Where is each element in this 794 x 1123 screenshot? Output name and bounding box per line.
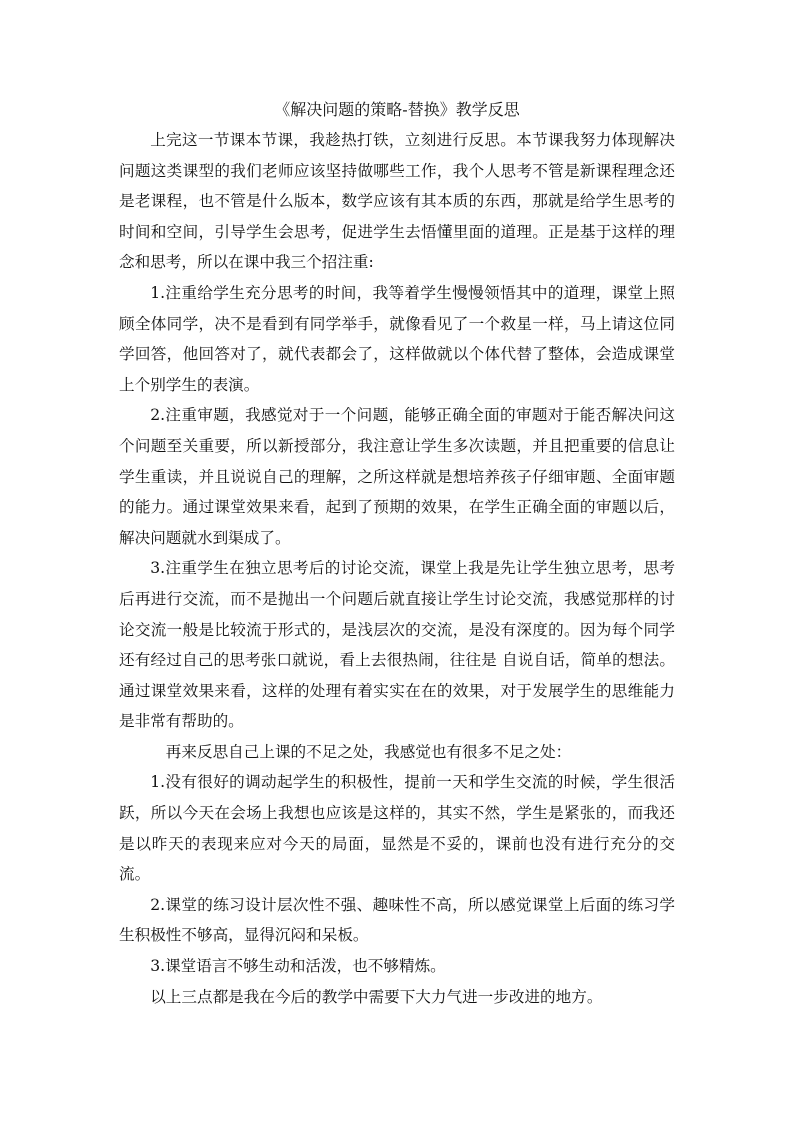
shortcoming-point-2: 2.课堂的练习设计层次性不强、趣味性不高，所以感觉课堂上后面的练习学生积极性不够高，显得沉闷和呆板。: [119, 895, 675, 945]
shortcoming-point-3: 3.课堂语言不够生动和活泼，也不够精炼。: [150, 957, 446, 976]
intro-paragraph: 上完这一节课本节课，我趁热打铁，立刻进行反思。本节课我努力体现解决问题这类课型的我们老师应该坚持做哪些工作，我个人思考不管是新课程理念还是老课程，也不管是什么版本，数学应该有其本质的东西，那就是给学生思考的时间和空间，引导学生会思考，促进学生去悟懂里面的道理。正是基于这样的理念和思考，所以在课中我三个招注重:: [119, 131, 675, 272]
shortcomings-intro: 再来反思自己上课的不足之处，我感觉也有很多不足之处：: [165, 742, 572, 761]
strength-point-2: 2.注重审题，我感觉对于一个问题，能够正确全面的审题对于能否解决问这个问题至关重要，所以新授部分，我注意让学生多次读题，并且把重要的信息让学生重读，并且说说自己的理解，之所这样就是想培养孩子仔细审题、全面审题的能力。通过课堂效果来看，起到了预期的效果，在学生正确全面的审题以后，解决问题就水到渠成了。: [119, 406, 675, 547]
shortcoming-point-1: 1.没有很好的调动起学生的积极性，提前一天和学生交流的时候，学生很活跃，所以今天在会场上我想也应该是这样的，其实不然，学生是紧张的，而我还是以昨天的表现来应对今天的局面，显然是不妥的，课前也没有进行充分的交流。: [119, 773, 675, 884]
document-page: [119, 95, 675, 1012]
conclusion-paragraph: 以上三点都是我在今后的教学中需要下大力气进一步改进的地方。: [150, 987, 603, 1006]
strength-point-1: 1.注重给学生充分思考的时间，我等着学生慢慢领悟其中的道理，课堂上照顾全体同学，决不是看到有同学举手，就像看见了一个救星一样，马上请这位同学回答，他回答对了，就代表都会了，这样做就以个体代替了整体，会造成课堂上个别学生的表演。: [119, 283, 675, 394]
strength-point-3: 3.注重学生在独立思考后的讨论交流，课堂上我是先让学生独立思考，思考后再进行交流，而不是抛出一个问题后就直接让学生讨论交流，我感觉那样的讨论交流一般是比较流于形式的，是浅层次的交流，是没有深度的。因为每个同学还有经过自己的思考张口就说，看上去很热闹，往往是 自说自话，简单的想法。通过课堂效果来看，这样的处理有着实实在在的效果，对于发展学生的思维能力是非常有帮助的。: [119, 559, 675, 731]
document-title: 《解决问题的策略-替换》教学反思: [274, 100, 520, 119]
